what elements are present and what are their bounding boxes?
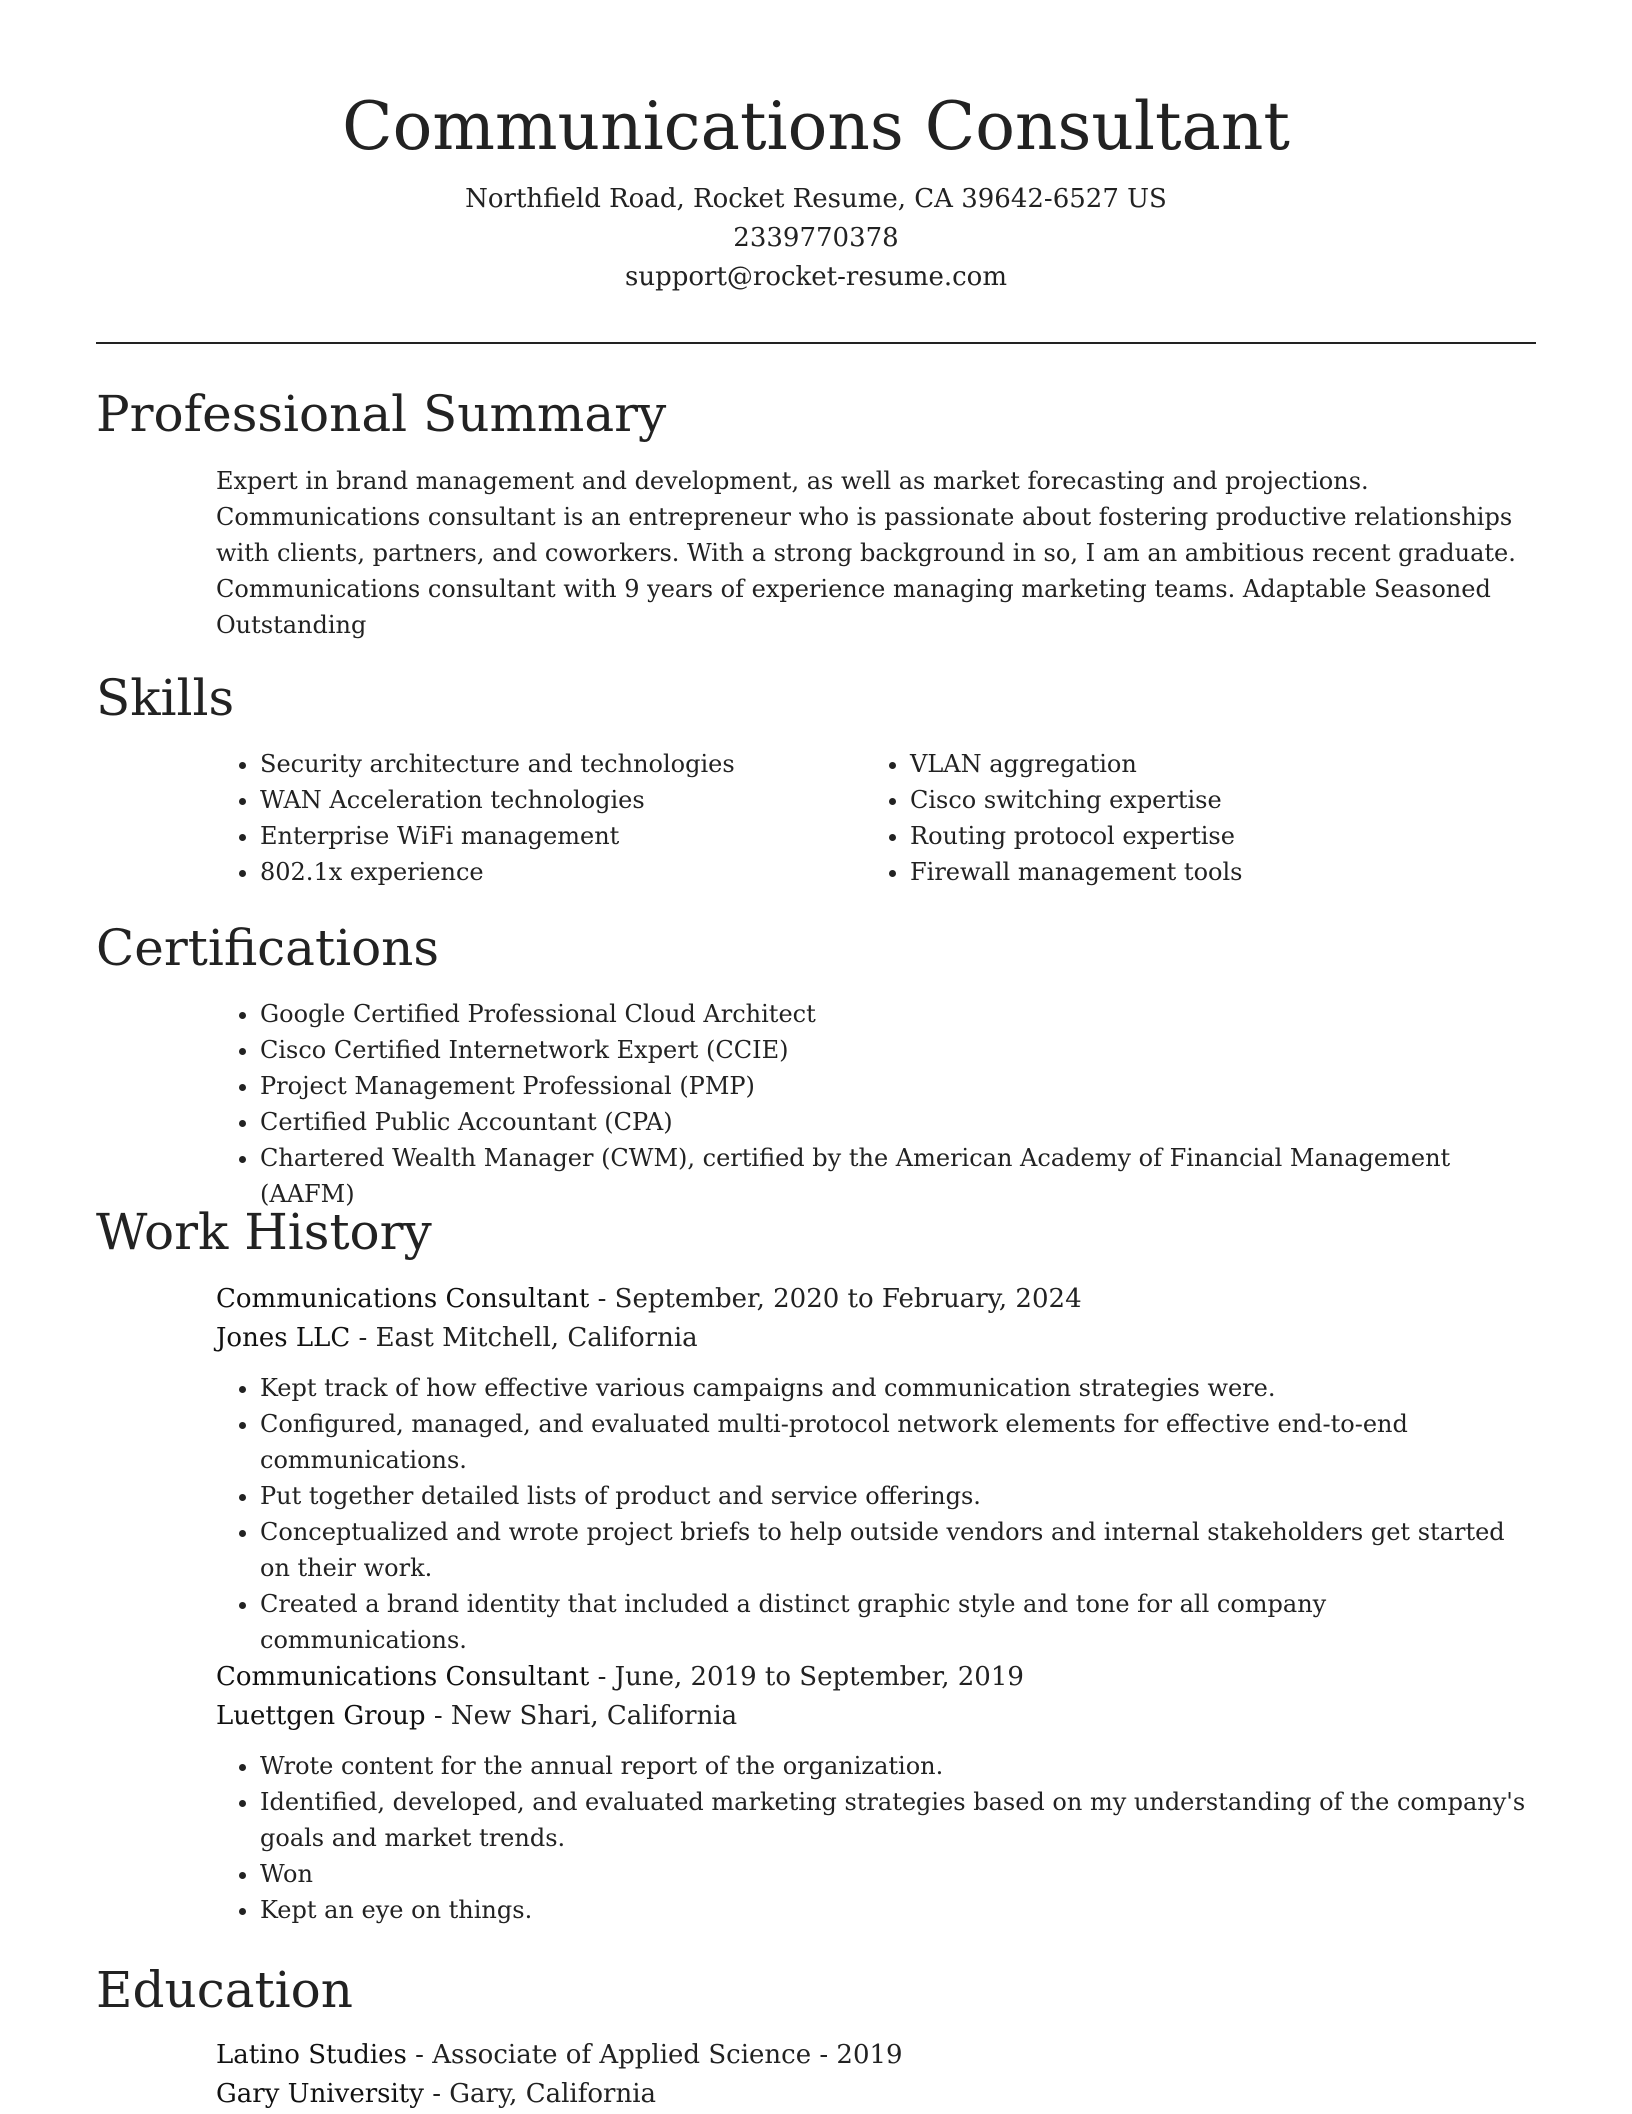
job-role: Communications Consultant xyxy=(216,1284,590,1314)
job-dates: - September, 2020 to February, 2024 xyxy=(589,1284,1082,1314)
job-bullet: • Conceptualized and wrote project briefs to help outside vendors and internal stakeholders get started on their work. xyxy=(260,1514,1526,1586)
summary-heading: Professional Summary xyxy=(96,385,667,443)
job-bullet: • Created a brand identity that included a distinct graphic style and tone for all company communications. xyxy=(260,1586,1526,1658)
job-bullet: • Wrote content for the annual report of the organization. xyxy=(260,1748,1526,1784)
skill-item: • Enterprise WiFi management xyxy=(260,818,866,854)
job-entry xyxy=(216,1280,1526,1658)
contact-info xyxy=(0,180,1632,297)
email-text: support@rocket-resume.com xyxy=(624,262,1007,292)
skill-item: • WAN Acceleration technologies xyxy=(260,782,866,818)
summary-text: Expert in brand management and development, as well as market forecasting and projections. Communications consultant is an entrepreneur who is passionate about fostering productive relationships with clients, partners, and coworkers. With a strong background in so, I am an ambitious recent graduate. Communications consultant with 9 years of experience managing marketing teams. Adaptable Seasoned Outstanding xyxy=(216,467,1516,639)
certifications-list xyxy=(216,996,1546,1212)
job-bullet: • Kept track of how effective various campaigns and communication strategies were. xyxy=(260,1370,1526,1406)
address-text: Northfield Road, Rocket Resume, CA 39642-6527 US xyxy=(465,184,1167,214)
skill-item: • 802.1x experience xyxy=(260,854,866,890)
job-company-line xyxy=(216,1319,1526,1358)
education-heading: Education xyxy=(96,1961,353,2019)
education-school: Gary University xyxy=(216,2079,424,2109)
certifications-heading: Certifications xyxy=(96,919,440,977)
skills-list xyxy=(216,746,1526,890)
skill-item: • Security architecture and technologies xyxy=(260,746,866,782)
job-bullet: • Identified, developed, and evaluated marketing strategies based on my understanding of the company's goals and market trends. xyxy=(260,1784,1526,1856)
skills-column-right xyxy=(866,746,1516,890)
skill-item: • Cisco switching expertise xyxy=(910,782,1516,818)
skills-column-left xyxy=(216,746,866,890)
skills-heading: Skills xyxy=(96,669,235,727)
skill-item: • Firewall management tools xyxy=(910,854,1516,890)
skill-item: • Routing protocol expertise xyxy=(910,818,1516,854)
education-degree: - Associate of Applied Science - 2019 xyxy=(406,2040,903,2070)
job-bullet: • Configured, managed, and evaluated multi-protocol network elements for effective end-to-end communications. xyxy=(260,1406,1526,1478)
phone-text: 2339770378 xyxy=(733,223,899,253)
certification-item: • Chartered Wealth Manager (CWM), certified by the American Academy of Financial Management (AAFM) xyxy=(260,1140,1546,1212)
certification-item: • Google Certified Professional Cloud Architect xyxy=(260,996,1546,1032)
education-entry xyxy=(216,2036,1526,2114)
work-history-heading: Work History xyxy=(96,1203,432,1261)
job-dates: - June, 2019 to September, 2019 xyxy=(589,1662,1024,1692)
job-company-line xyxy=(216,1697,1526,1736)
job-entry xyxy=(216,1658,1526,1928)
job-company: Luettgen Group xyxy=(216,1701,426,1731)
job-bullet: • Kept an eye on things. xyxy=(260,1892,1526,1928)
education-school-line xyxy=(216,2075,1526,2114)
job-role: Communications Consultant xyxy=(216,1662,590,1692)
certification-item: • Project Management Professional (PMP) xyxy=(260,1068,1546,1104)
job-location: - East Mitchell, California xyxy=(350,1323,698,1353)
job-company: Jones LLC xyxy=(216,1323,351,1353)
job-bullet: • Put together detailed lists of product and service offerings. xyxy=(260,1478,1526,1514)
education-field: Latino Studies xyxy=(216,2040,407,2070)
candidate-title: Communications Consultant xyxy=(342,88,1290,165)
skill-item: • VLAN aggregation xyxy=(910,746,1516,782)
job-bullet: • Won xyxy=(260,1856,1526,1892)
certification-item: • Cisco Certified Internetwork Expert (CCIE) xyxy=(260,1032,1546,1068)
job-title-line xyxy=(216,1658,1526,1697)
header-divider xyxy=(96,342,1536,344)
education-location: - Gary, California xyxy=(423,2079,657,2109)
education-degree-line xyxy=(216,2036,1526,2075)
resume-header xyxy=(0,82,1632,297)
certification-item: • Certified Public Accountant (CPA) xyxy=(260,1104,1546,1140)
job-location: - New Shari, California xyxy=(425,1701,738,1731)
job-title-line xyxy=(216,1280,1526,1319)
